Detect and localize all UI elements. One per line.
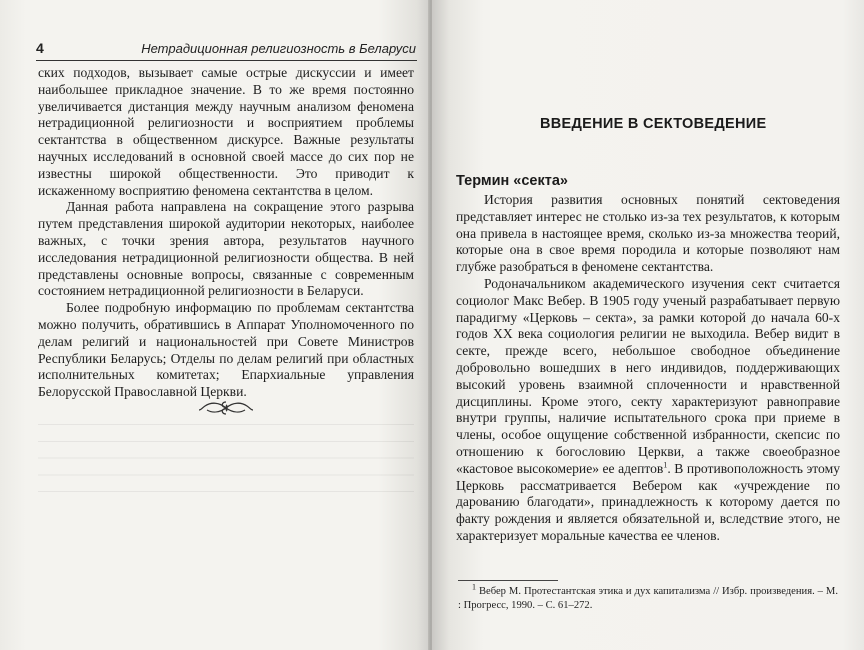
paragraph-text: Родоначальником академического изучения сект считается социолог Макс Вебер. В 1905 году ученый разрабатывает первую парадигму «Церковь – секта», за рамки которой до начала 60-х годов XX века социология религии не выходила. Вебер видит в секте, прежде всего, небольшое свободное объединение добровольно вошедших в него индивидов, поддерживающих высокий уровень взаимной сплоченности и нравственной дисциплины. Кроме этого, секту характеризуют равноправие внутри группы, наличие испытательного срока при приеме в члены, особое ощущение собственной избранности, скепсис по отношению к богословию Церкви, а также своеобразное «кастовое высокомерие» ее адептов (456, 275, 840, 476)
paragraph-text: В противоположность этому Церковь рассматривается Вебером как «учреждение по дарованию благодати», принадлежность к которому дается по факту рождения и является обязательной и, вследствие этого, не характеризует моральные качества ее членов. (456, 460, 840, 543)
page-number: 4 (36, 40, 44, 56)
footnote-ref: 1 (663, 460, 668, 470)
paragraph: ских подходов, вызывает самые острые дискуссии и имеет наибольшее прикладное значение. В то же время постоянно увеличивается дистанция между научным анализом феномена нетрадиционной религиозности и восприятием проблемы сектантства в общественном дискурсе. Важные результаты научных исследований в основной своей массе до сих пор не известны широкой общественности. Это приводит к искаженному восприятию феномена сектантства в целом. (38, 65, 414, 198)
show-through-text (38, 424, 414, 504)
header-rule (36, 60, 417, 61)
footnote-text: Вебер М. Протестантская этика и дух капитализма // Избр. произведения. – М. : Прогресс, 1990. – С. 61–272. (458, 586, 838, 611)
running-head (36, 40, 416, 58)
chapter-title: ВВЕДЕНИЕ В СЕКТОВЕДЕНИЕ (540, 116, 767, 132)
footnote (458, 582, 838, 612)
running-title: Нетрадиционная религиозность в Беларуси (141, 41, 416, 56)
footnote-marker: 1 (472, 582, 476, 592)
paragraph-with-footnote: Родоначальником академического изучения сект считается социолог Макс Вебер. В 1905 году ученый разрабатывает первую парадигму «Церковь – секта», за рамки которой до начала 60-х годов XX века социология религии не выходила. Вебер видит в секте, прежде всего, небольшое свободное объединение добровольно вошедших в него индивидов, поддерживающих высокий уровень взаимной сплоченности и нравственной дисциплины. Кроме этого, секту характеризуют равноправие внутри группы, наличие испытательного срока при приеме в члены, особое ощущение собственной избранности, скепсис по отношению к богословию Церкви, а также своеобразное «кастовое высокомерие» ее адептов$^1$. В противоположность этому Церковь рассматривается Вебером как «учреждение по дарованию благодати», принадлежность к которому дается по факту рождения и является обязательной и, вследствие этого, не характеризует моральные качества ее членов. (456, 275, 840, 543)
left-body-text (38, 65, 414, 401)
paragraph: История развития основных понятий сектоведения представляет интерес не столько из-за тех результатов, к которым она привела в настоящее время, сколько из-за множества теорий, которые она в свое время породила и которые позволяют нам глубже разобраться в феномене сектантства. (456, 192, 840, 275)
right-body-text (456, 192, 840, 545)
paragraph: Более подробную информацию по проблемам сектантства можно получить, обратившись в Аппарат Уполномоченного по делам религий и национальностей при Совете Министров Республики Беларусь; Отделы по делам религий при областных исполнительных комитетах; Епархиальные управления Белорусской Православной Церкви. (38, 300, 414, 400)
section-title: Термин «секта» (456, 173, 568, 189)
right-page (432, 0, 864, 650)
paragraph: Данная работа направлена на сокращение этого разрыва путем представления широкой аудитории некоторых, наиболее важных, с точки зрения автора, результатов научного исследования нетрадиционной религиозности общества. В ней представлены основные вопросы, связанные с современным состоянием нетрадиционной религиозности в Беларуси. (38, 199, 414, 299)
left-page (0, 0, 430, 650)
footnote-rule (458, 580, 558, 581)
ornament-icon (197, 398, 255, 418)
